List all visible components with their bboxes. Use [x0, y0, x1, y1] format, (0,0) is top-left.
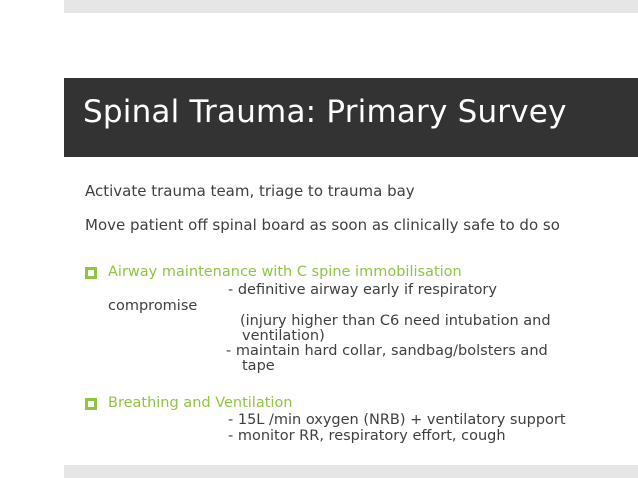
slide-title: Spinal Trauma: Primary Survey: [83, 94, 567, 130]
bottom-decorative-strip: [64, 465, 638, 478]
airway-line-3: (injury higher than C6 need intubation and: [240, 313, 551, 329]
bullet-heading-breathing: Breathing and Ventilation: [108, 395, 293, 411]
airway-line-4: ventilation): [242, 328, 325, 344]
airway-line-5: - maintain hard collar, sandbag/bolsters and: [226, 343, 548, 359]
top-decorative-strip: [64, 0, 638, 13]
square-bullet-icon: [85, 267, 97, 279]
breathing-line-1: - 15L /min oxygen (NRB) + ventilatory support: [228, 412, 566, 428]
intro-line-2: Move patient off spinal board as soon as clinically safe to do so: [85, 216, 560, 234]
bullet-heading-airway: Airway maintenance with C spine immobilisation: [108, 264, 462, 280]
breathing-line-2: - monitor RR, respiratory effort, cough: [228, 428, 506, 444]
airway-line-2: compromise: [108, 298, 198, 314]
square-bullet-icon: [85, 398, 97, 410]
intro-line-1: Activate trauma team, triage to trauma bay: [85, 182, 415, 200]
airway-line-6: tape: [242, 358, 275, 374]
airway-line-1: - definitive airway early if respiratory: [228, 282, 497, 298]
